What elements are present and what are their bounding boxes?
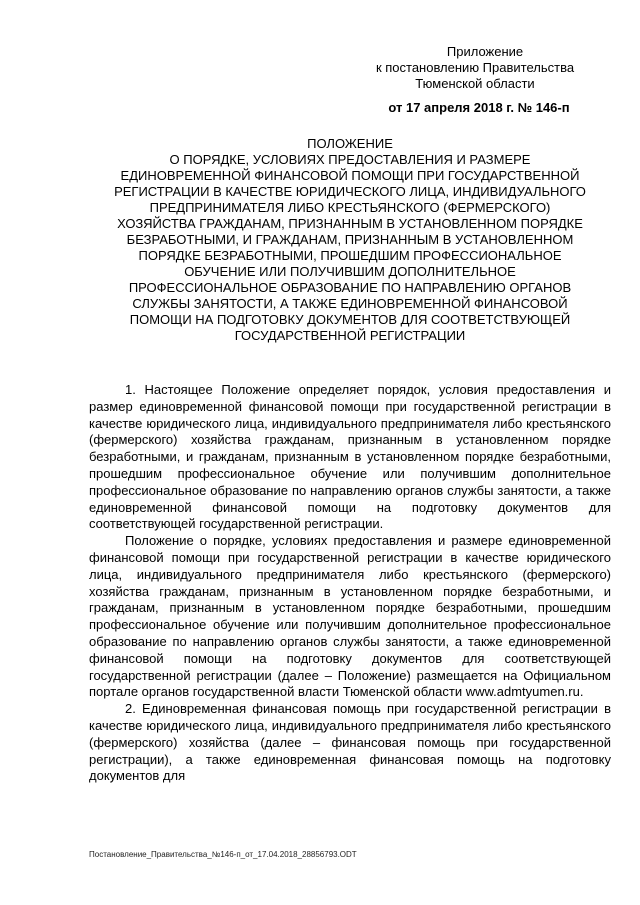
appendix-label: Приложение [446, 44, 524, 59]
appendix-header [350, 44, 600, 116]
paragraph-2: Положение о порядке, условиях предоставления и размере единовременной финансовой помощи при государственной регистрации в качестве юридического лица, индивидуального предпринимателя либо крестьянского (фермерского) хозяйства гражданам, признанным в установленном порядке безработными, и гражданам, признанным в установленном порядке безработными, прошедшим профессиональное обучение или получившим дополнительное профессиональное образование по направлению органов службы занятости, а также единовременной финансовой помощи на подготовку документов для соответствующей государственной регистрации (далее – Положение) размещается на Официальном портале органов государственной власти Тюменской области www.admtyumen.ru. [89, 533, 611, 700]
title-line: ГОСУДАРСТВЕННОЙ РЕГИСТРАЦИИ [234, 328, 466, 343]
title-line: ЕДИНОВРЕМЕННОЙ ФИНАНСОВОЙ ПОМОЩИ ПРИ ГОСУДАРСТВЕННОЙ [120, 168, 580, 183]
title-line: БЕЗРАБОТНЫМИ, И ГРАЖДАНАМ, ПРИЗНАННЫМ В УСТАНОВЛЕННОМ [126, 232, 574, 247]
title-line: ОБУЧЕНИЕ ИЛИ ПОЛУЧИВШИМ ДОПОЛНИТЕЛЬНОЕ [184, 264, 516, 279]
title-line: ПРЕДПРИНИМАТЕЛЯ ЛИБО КРЕСТЬЯНСКОГО (ФЕРМЕРСКОГО) [149, 200, 551, 215]
title-line: ПОЛОЖЕНИЕ [307, 136, 393, 151]
title-line: РЕГИСТРАЦИИ В КАЧЕСТВЕ ЮРИДИЧЕСКОГО ЛИЦА, ИНДИВИДУАЛЬНОГО [114, 184, 586, 199]
title-line: ПРОФЕССИОНАЛЬНОЕ ОБРАЗОВАНИЕ ПО НАПРАВЛЕНИЮ ОРГАНОВ [128, 280, 572, 295]
appendix-decree-ref: к постановлению Правительства [375, 60, 575, 75]
title-line: СЛУЖБЫ ЗАНЯТОСТИ, А ТАКЖЕ ЕДИНОВРЕМЕННОЙ ФИНАНСОВОЙ [132, 296, 568, 311]
document-title [90, 136, 610, 344]
title-line: ХОЗЯЙСТВА ГРАЖДАНАМ, ПРИЗНАННЫМ В УСТАНОВЛЕННОМ ПОРЯДКЕ [117, 216, 583, 231]
document-body [89, 382, 611, 785]
title-line: ПОРЯДКЕ БЕЗРАБОТНЫМИ, ПРОШЕДШИМ ПРОФЕССИОНАЛЬНОЕ [138, 248, 562, 263]
paragraph-3: 2. Единовременная финансовая помощь при государственной регистрации в качестве юридического лица, индивидуального предпринимателя либо крестьянского (фермерского) хозяйства (далее – финансовая помощь при государственной регистрации), а также единовременная финансовая помощь на подготовку документов для [89, 701, 611, 784]
title-line: О ПОРЯДКЕ, УСЛОВИЯХ ПРЕДОСТАВЛЕНИЯ И РАЗМЕРЕ [169, 152, 531, 167]
appendix-date: от 17 апреля 2018 г. № 146-п [388, 100, 570, 115]
file-footer: Постановление_Правительства_№146-п_от_17.04.2018_28856793.ODT [89, 850, 357, 859]
paragraph-1: 1. Настоящее Положение определяет порядок, условия предоставления и размер единовременной финансовой помощи при государственной регистрации в качестве юридического лица, индивидуального предпринимателя либо крестьянского (фермерского) хозяйства гражданам, признанным в установленном порядке безработными, и гражданам, признанным в установленном порядке безработными, прошедшим профессиональное обучение или получившим дополнительное профессиональное образование по направлению органов службы занятости, а также единовременной финансовой помощи на подготовку документов для соответствующей государственной регистрации. [89, 382, 611, 532]
title-line: ПОМОЩИ НА ПОДГОТОВКУ ДОКУМЕНТОВ ДЛЯ СООТВЕТСТВУЮЩЕЙ [129, 312, 571, 327]
appendix-region: Тюменской области [415, 76, 535, 91]
